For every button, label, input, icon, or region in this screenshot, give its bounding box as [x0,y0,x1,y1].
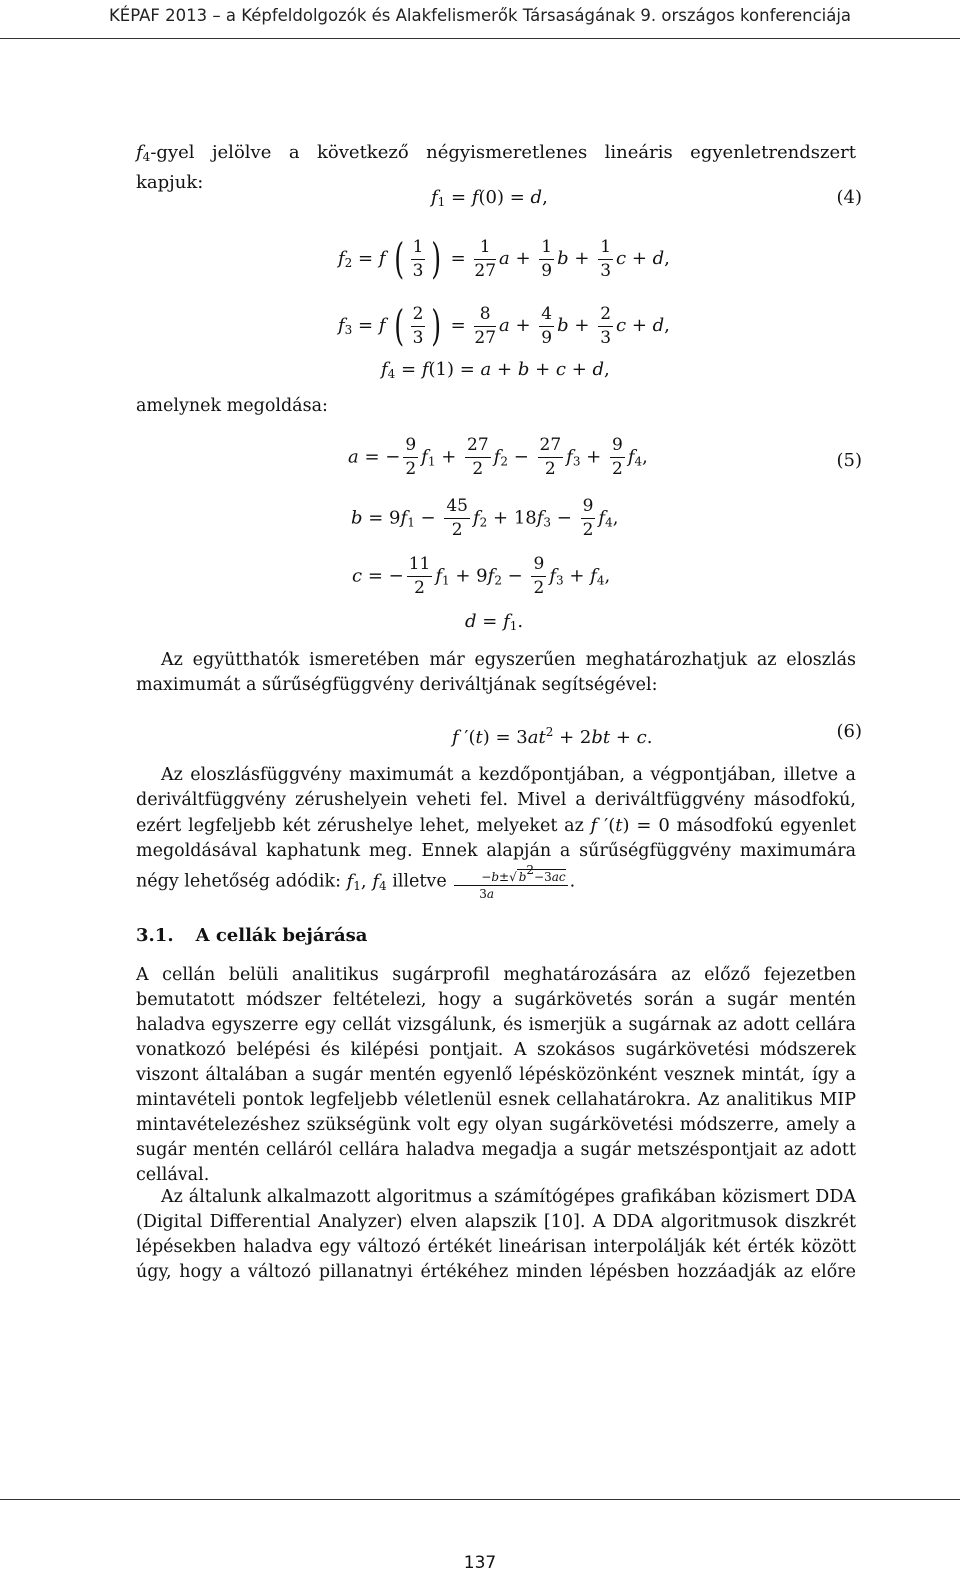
eq4-line3: $f_3 = f$ ( $\frac{2}{3}$ ) = $\frac{8}{27}$ a + $\frac{4}{9}$ b + $\frac{2}{3}$ c + d, [338,301,670,350]
eq4-line1: $f_1 = f(0) = d$, [431,187,548,209]
intro-text: -gyel jelölve a következő négyismeretlenes lineáris egyenletrendszert kapjuk: [136,142,856,193]
paragraph-2: Az eloszlásfüggvény maximumát a kezdőpontjában, a végpontjában, illetve a deriváltfüggvény zérushelyein veheti fel. Mivel a deriváltfüggvény másodfokú, ezért legfeljebb két zérushelye lehet, melyeket az f ′(t) = 0 másodfokú egyenlet megoldásával kaphatunk meg. Ennek alapján a sűrűségfüggvény maximumára négy lehetőség adódik: $f_1$, $f_4$ illetve $\frac{-b\pm√ b^2-3ac}{3a}$ . [136,765,857,901]
eq4-number: (4) [836,187,862,208]
paragraph-2-part2: másodfokú egyenlet megoldásával kaphatunk meg. Ennek alapján a sűrűségfüggvény maximumára négy lehetőség adódik: [136,816,857,892]
eq5-number: (5) [836,450,862,471]
eq6-line: f $'(t) = 3at^2 + 2bt + c$. [452,725,653,748]
paragraph-2-part3: illetve [392,871,447,892]
footer-rule [0,1499,960,1500]
eq6-number: (6) [836,721,862,742]
eq5-line1: a = − $\frac{9}{2}$ $f_1$ + $\frac{27}{2}$ $f_2$ − $\frac{27}{2}$ $f_3$ + $\frac{9}{2}$ $f_4$, [348,435,648,479]
eq5-line3: c = − $\frac{11}{2}$ $f_1 + 9f_2$ − $\frac{9}{2}$ $f_3 + f_4$, [352,554,611,598]
intro-line: $f_4$-gyel jelölve a következő négyismeretlenes lineáris egyenletrendszert kapjuk: [136,142,856,193]
paragraph-2-part1: Az eloszlásfüggvény maximumát a kezdőpontjában, a végpontjában, illetve a deriváltfüggvény zérushelyein veheti fel. Mivel a deriváltfüggvény másodfokú, ezért legfeljebb két zérushelye lehet, melyeket az [136,765,856,836]
header-rule [0,38,960,39]
solution-label: amelynek megoldása: [136,396,328,416]
section-title: A cellák bejárása [195,925,368,946]
paragraph-4: Az általunk alkalmazott algoritmus a számítógépes grafikában közismert DDA (Digital Differential Analyzer) elven alapszik [10]. A DDA algoritmusok diszkrét lépésekben haladva egy változó értékét lineárisan interpolálják két érték között úgy, hogy a változó pillanatnyi értékéhez minden lépésben hozzáadják az előre [136,1187,856,1282]
paragraph-1: Az együtthatók ismeretében már egyszerűen meghatározhatjuk az eloszlás maximumát a sűrűségfüggvény deriváltjának segítségével: [136,650,856,695]
paragraph-3: A cellán belüli analitikus sugárprofil meghatározására az előző fejezetben bemutatott módszer feltételezi, hogy a sugárkövetés során a sugár mentén haladva egyszerre egy cellát vizsgálunk, és ismerjük a sugárnak az adott cellára vonatkozó belépési és kilépési pontjait. A szokásos sugárkövetési módszerek viszont általában a sugár mentén egyenlő lépésközönként vesznek mintát, így a mintavételi pontok legfeljebb véletlenül esnek cellahatárokra. Az analitikus MIP mintavételezéshez szükségünk volt egy olyan sugárkövetési módszerre, amely a sugár mentén celláról cellára haladva megadja a sugár metszéspontjait az adott cellával. [136,965,856,1185]
running-header: KÉPAF 2013 – a Képfeldolgozók és Alakfelismerők Társaságának 9. országos konferenciája [108,6,852,25]
eq5-line4: $d = f_1$. [465,611,524,633]
eq4-line2: $f_2 = f$ ( $\frac{1}{3}$ ) = $\frac{1}{27}$ a + $\frac{1}{9}$ b + $\frac{1}{3}$ c + d, [338,234,670,283]
section-heading [136,925,367,946]
eq5-line2: $b = 9f_1$ − $\frac{45}{2}$ $f_2 + 18f_3$ − $\frac{9}{2}$ $f_4$, [351,496,619,540]
page-number: 137 [463,1553,497,1573]
section-number: 3.1. [136,925,174,946]
eq4-line4: $f_4 = f(1) = a + b + c + d$, [381,359,610,381]
